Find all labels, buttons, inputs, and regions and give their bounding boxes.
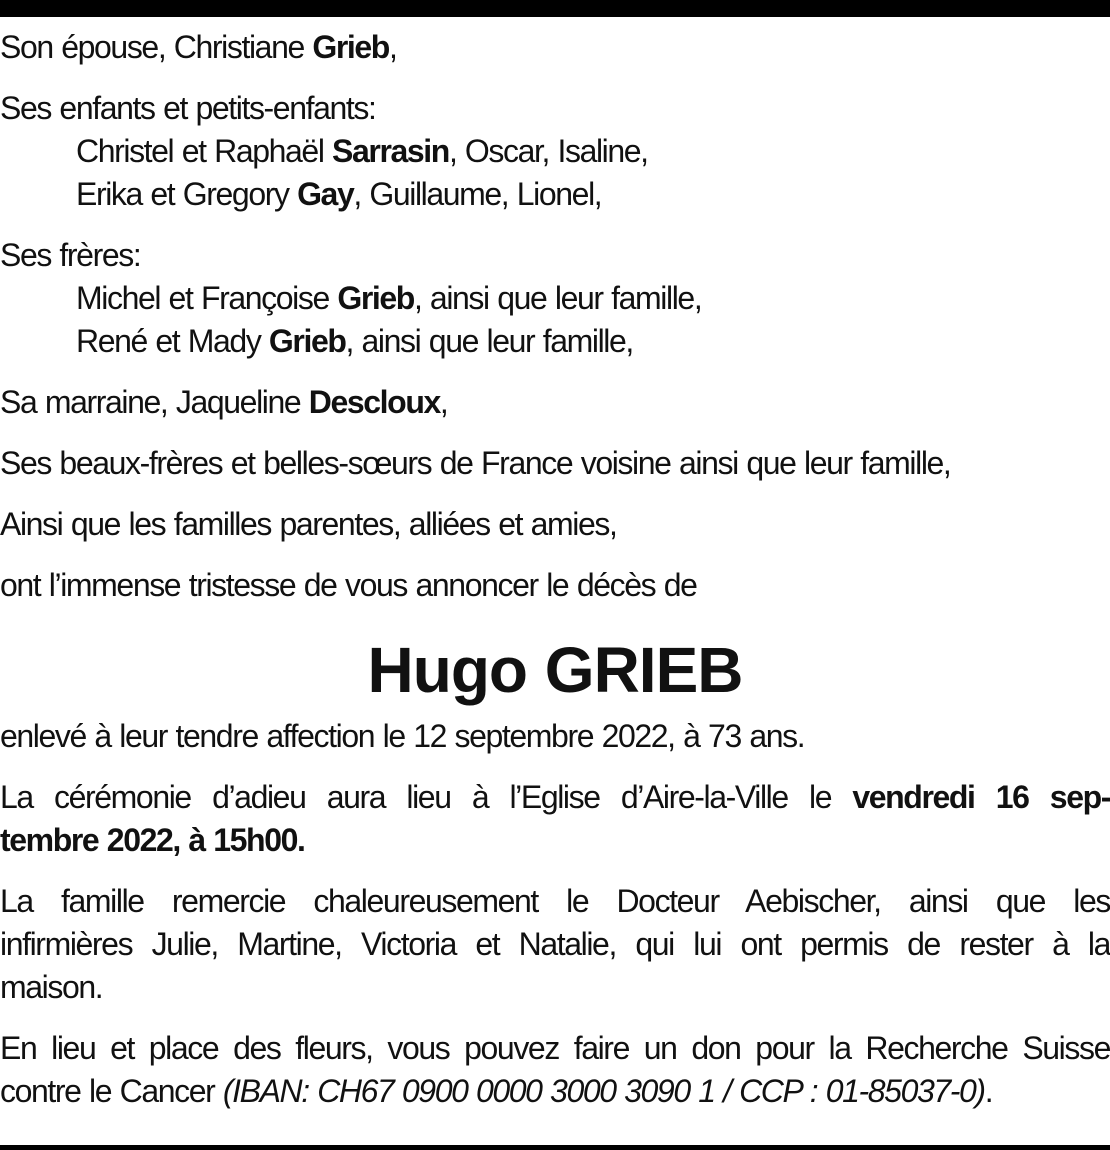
- obituary-notice: [0, 26, 1110, 1113]
- spouse-surname: Grieb: [312, 29, 389, 65]
- thanks-line-3: maison.: [0, 969, 103, 1005]
- ceremony-line-1: La cérémonie d’adieu aura lieu à l’Eglise d’Aire-la-Ville le vendredi 16 sep-: [0, 779, 1110, 815]
- thanks-line-1: La famille remercie chaleureusement le Docteur Aebischer, ainsi que les: [0, 883, 1110, 919]
- top-rule: [0, 0, 1110, 17]
- thanks-line-2: infirmières Julie, Martine, Victoria et Natalie, qui lui ont permis de rester à la: [0, 926, 1110, 962]
- brothers-heading: Ses frères:: [0, 237, 141, 273]
- deceased-name: Hugo GRIEB: [367, 634, 743, 706]
- godmother-line: Sa marraine, Jaqueline Descloux,: [0, 384, 448, 420]
- ceremony-line-2: tembre 2022, à 15h00.: [0, 822, 305, 858]
- child-line: Christel et Raphaël Sarrasin, Oscar, Isaline,: [76, 133, 648, 169]
- announcement-line: ont l’immense tristesse de vous annoncer le décès de: [0, 567, 697, 603]
- thanks-paragraph: [0, 880, 1110, 1009]
- death-details: enlevé à leur tendre affection le 12 septembre 2022, à 73 ans.: [0, 718, 805, 754]
- ceremony-paragraph: [0, 776, 1110, 862]
- brother-line: René et Mady Grieb, ainsi que leur famille,: [76, 323, 633, 359]
- in-laws-line: Ses beaux-frères et belles-sœurs de France voisine ainsi que leur famille,: [0, 445, 951, 481]
- donation-line-1: En lieu et place des fleurs, vous pouvez faire un don pour la Recherche Suisse: [0, 1030, 1110, 1066]
- bottom-rule: [0, 1145, 1110, 1150]
- bank-details: (IBAN: CH67 0900 0000 3000 3090 1 / CCP : 01-85037-0): [222, 1073, 985, 1109]
- donation-paragraph: [0, 1027, 1110, 1113]
- spouse-line: Son épouse, Christiane Grieb,: [0, 29, 397, 65]
- child-line: Erika et Gregory Gay, Guillaume, Lionel,: [76, 176, 602, 212]
- relatives-line: Ainsi que les familles parentes, alliées et amies,: [0, 506, 617, 542]
- donation-line-2: contre le Cancer (IBAN: CH67 0900 0000 3000 3090 1 / CCP : 01-85037-0).: [0, 1073, 993, 1109]
- brother-line: Michel et Françoise Grieb, ainsi que leur famille,: [76, 280, 702, 316]
- children-heading: Ses enfants et petits-enfants:: [0, 90, 376, 126]
